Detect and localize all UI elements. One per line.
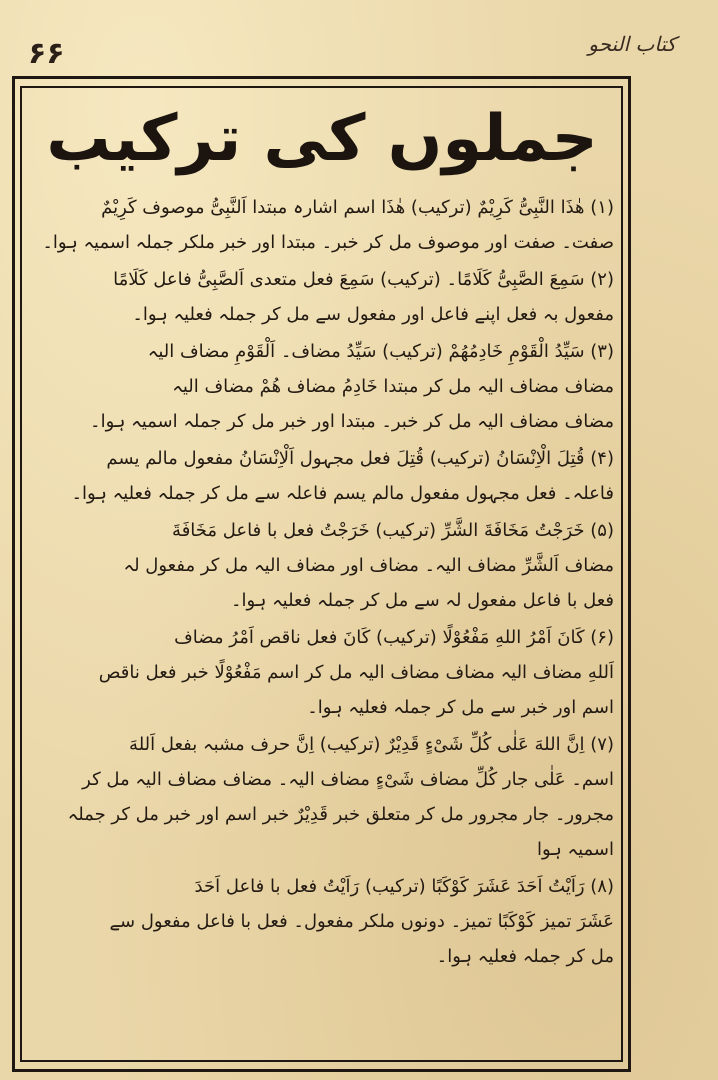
paragraph-line: مجرور۔ جار مجرور مل کر متعلق خبر قَدِیْرٌ خبر اسم اور خبر مل کر جملہ اسمیہ ہوا bbox=[67, 804, 614, 861]
paragraph-line: (۸) رَاَیْتُ اَحَدَ عَشَرَ کَوْکَبًا (ترکیب) رَاَیْتُ فعل با فاعل اَحَدَ bbox=[194, 876, 614, 898]
paragraph-line: (۵) خَرَجْتُ مَخَافَةَ الشَّرِّ (ترکیب) خَرَجْتُ فعل با فاعل مَخَافَةَ bbox=[172, 520, 614, 542]
paragraph-line: صفت۔ صفت اور موصوف مل کر خبر۔ مبتدا اور خبر ملکر جملہ اسمیہ ہوا۔ bbox=[42, 232, 614, 254]
paragraph-line: اَللهِ مضاف الیہ مضاف مضاف الیہ مل کر اسم مَفْعُوْلًا خبر فعل ناقص bbox=[98, 662, 614, 684]
paragraph-4 bbox=[30, 441, 614, 511]
paragraph-line: اسم اور خبر سے مل کر جملہ فعلیہ ہوا۔ bbox=[307, 697, 614, 719]
paragraph-line: اسم۔ عَلٰی جار کُلِّ مضاف شَیْءٍ مضاف الیہ۔ مضاف مضاف الیہ مل کر bbox=[82, 769, 614, 791]
paragraph-7 bbox=[30, 727, 614, 867]
paragraph-list bbox=[30, 190, 614, 974]
paragraph-line: (۳) سَیِّدُ الْقَوْمِ خَادِمُهُمْ (ترکیب) سَیِّدُ مضاف۔ اَلْقَوْمِ مضاف الیہ bbox=[147, 341, 614, 363]
paragraph-line: فاعلہ۔ فعل مجہول مفعول مالم یسم فاعلہ سے مل کر جملہ فعلیہ ہوا۔ bbox=[71, 483, 614, 505]
chapter-heading: جملوں کی ترکیب bbox=[46, 102, 598, 176]
paragraph-1 bbox=[30, 190, 614, 260]
paragraph-line: مفعول بہ فعل اپنے فاعل اور مفعول سے مل کر جملہ فعلیہ ہوا۔ bbox=[132, 304, 614, 326]
paragraph-line: (۶) کَانَ اَمْرُ اللهِ مَفْعُوْلًا (ترکیب) کَانَ فعل ناقص اَمْرُ مضاف bbox=[174, 627, 614, 649]
paragraph-line: عَشَرَ تمیز کَوْکَبًا تمیز۔ دونوں ملکر مفعول۔ فعل با فاعل مفعول سے bbox=[109, 911, 614, 933]
paragraph-line: (۷) اِنَّ اللهَ عَلٰی کُلِّ شَیْءٍ قَدِیْرٌ (ترکیب) اِنَّ حرف مشبہ بفعل اَللهَ bbox=[129, 734, 614, 756]
paragraph-3 bbox=[30, 334, 614, 439]
paragraph-line: مضاف مضاف الیہ مل کر مبتدا خَادِمُ مضاف هُمْ مضاف الیہ bbox=[172, 376, 614, 398]
paragraph-line: (۴) قُتِلَ الْاِنْسَانُ (ترکیب) قُتِلَ فعل مجہول اَلْاِنْسَانُ مفعول مالم یسم bbox=[106, 448, 614, 470]
paragraph-line: مضاف اَلشَّرِّ مضاف الیہ۔ مضاف اور مضاف الیہ مل کر مفعول لہ bbox=[123, 555, 614, 577]
paragraph-8 bbox=[30, 869, 614, 974]
page-number: ۶۶ bbox=[28, 36, 65, 71]
paragraph-line: (۲) سَمِعَ الصَّبِیُّ کَلَامًا۔ (ترکیب) سَمِعَ فعل متعدی اَلصَّبِیُّ فاعل کَلَامًا bbox=[113, 269, 614, 291]
paragraph-line: (۱) هٰذَا النَّبِیُّ کَرِیْمٌ (ترکیب) هٰذَا اسم اشارہ مبتدا اَلنَّبِیُّ موصوف کَرِیْمٌ bbox=[101, 197, 614, 219]
paragraph-line: مضاف مضاف الیہ مل کر خبر۔ مبتدا اور خبر مل کر جملہ اسمیہ ہوا۔ bbox=[90, 411, 614, 433]
paragraph-5 bbox=[30, 513, 614, 618]
paragraph-line: فعل با فاعل مفعول لہ سے مل کر جملہ فعلیہ ہوا۔ bbox=[231, 590, 614, 612]
paragraph-line: مل کر جملہ فعلیہ ہوا۔ bbox=[436, 946, 614, 968]
book-title: کتاب النحو bbox=[588, 32, 676, 56]
paragraph-6 bbox=[30, 620, 614, 725]
paragraph-2 bbox=[30, 262, 614, 332]
page-content bbox=[30, 92, 614, 1052]
